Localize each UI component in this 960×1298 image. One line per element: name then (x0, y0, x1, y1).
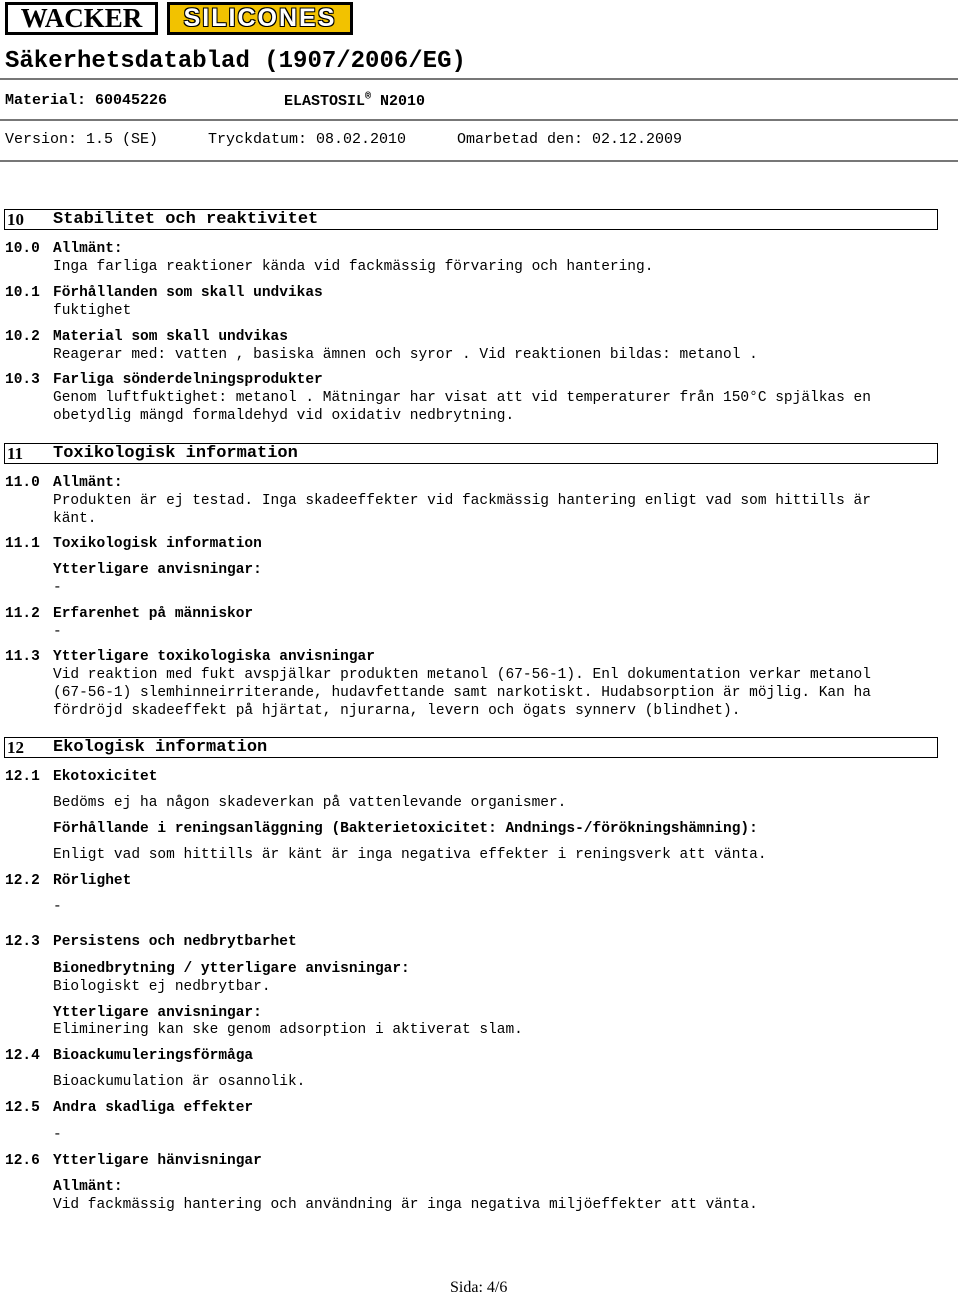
section-10-number: 10 (7, 210, 24, 229)
page-number: Sida: 4/6 (450, 1279, 508, 1296)
subsection-11-3-text-line2: (67-56-1) slemhinneirriterande, hudavfettande samt narkotiskt. Hudabsorption är möjlig. Kan ha (53, 685, 871, 701)
header-divider-1 (0, 78, 958, 80)
subsection-11-0-number: 11.0 (5, 475, 40, 491)
subsection-12-6-text: Vid fackmässig hantering och användning är inga negativa miljöeffekter att vänta. (53, 1197, 758, 1213)
product-code: N2010 (380, 93, 426, 110)
subsection-12-6-title: Ytterligare hänvisningar (53, 1153, 262, 1169)
subsection-12-5-title: Andra skadliga effekter (53, 1100, 254, 1116)
subsection-12-2-number: 12.2 (5, 873, 40, 889)
subsection-12-3-title: Persistens och nedbrytbarhet (53, 934, 297, 950)
subsection-10-1-title: Förhållanden som skall undvikas (53, 285, 323, 301)
subsection-11-3-text-line3: fördröjd skadeeffekt på hjärtat, njurarna, levern och ögats synnerv (blindhet). (53, 703, 741, 719)
subsection-10-2-title: Material som skall undvikas (53, 329, 288, 345)
subsection-11-2-number: 11.2 (5, 606, 40, 622)
subsection-12-1-title: Ekotoxicitet (53, 769, 158, 785)
section-12-title: Ekologisk information (53, 738, 268, 757)
subsection-10-3-text-line1: Genom luftfuktighet: metanol . Mätningar har visat att vid temperaturer från 150°C spjälkas en (53, 390, 871, 406)
subsection-10-0-number: 10.0 (5, 241, 40, 257)
subsection-12-1-subheading: Förhållande i reningsanläggning (Bakterietoxicitet: Andnings-/förökningshämning): (53, 821, 758, 837)
subsection-12-4-text: Bioackumulation är osannolik. (53, 1074, 306, 1090)
material-number: Material: 60045226 (5, 92, 168, 109)
print-date: Tryckdatum: 08.02.2010 (208, 131, 407, 148)
section-10-title: Stabilitet och reaktivitet (53, 210, 319, 229)
subsection-10-0-title: Allmänt: (53, 241, 123, 257)
subsection-12-4-title: Bioackumuleringsförmåga (53, 1048, 254, 1064)
subsection-12-1-text: Bedöms ej ha någon skadeverkan på vattenlevande organismer. (53, 795, 567, 811)
subsection-10-3-text-line2: obetydlig mängd formaldehyd vid oxidativ nedbrytning. (53, 408, 515, 424)
section-11-number: 11 (7, 444, 24, 463)
subsection-12-3-text-1: Biologiskt ej nedbrytbar. (53, 979, 271, 995)
subsection-12-1-number: 12.1 (5, 769, 40, 785)
subsection-11-2-text: - (53, 624, 62, 640)
section-12-number: 12 (7, 738, 24, 757)
subsection-10-3-number: 10.3 (5, 372, 40, 388)
subsection-12-3-subheading-2: Ytterligare anvisningar: (53, 1005, 262, 1021)
subsection-12-6-subheading: Allmänt: (53, 1179, 123, 1195)
subsection-11-2-title: Erfarenhet på människor (53, 606, 254, 622)
subsection-10-1-text: fuktighet (53, 303, 132, 319)
header-divider-3 (0, 160, 958, 162)
registered-mark: ® (365, 92, 372, 103)
silicones-logo: SILICONES (167, 2, 353, 35)
subsection-11-3-title: Ytterligare toxikologiska anvisningar (53, 649, 375, 665)
subsection-11-0-title: Allmänt: (53, 475, 123, 491)
subsection-11-1-subheading: Ytterligare anvisningar: (53, 562, 262, 578)
subsection-12-1-text2: Enligt vad som hittills är känt är inga negativa effekter i reningsverk att vänta. (53, 847, 767, 863)
subsection-12-6-number: 12.6 (5, 1153, 40, 1169)
subsection-11-0-text-line1: Produkten är ej testad. Inga skadeeffekter vid fackmässig hantering enligt vad som hittills är (53, 493, 871, 509)
subsection-12-3-number: 12.3 (5, 934, 40, 950)
subsection-11-0-text-line2: känt. (53, 511, 97, 527)
subsection-11-1-text: - (53, 580, 62, 596)
subsection-10-1-number: 10.1 (5, 285, 40, 301)
subsection-10-3-title: Farliga sönderdelningsprodukter (53, 372, 323, 388)
subsection-12-2-text: - (53, 899, 62, 915)
subsection-12-5-number: 12.5 (5, 1100, 40, 1116)
product-brand: ELASTOSIL (284, 93, 366, 110)
subsection-10-2-number: 10.2 (5, 329, 40, 345)
version-info: Version: 1.5 (SE) (5, 131, 159, 148)
wacker-logo: WACKER (5, 2, 158, 35)
subsection-10-0-text: Inga farliga reaktioner kända vid fackmässig förvaring och hantering. (53, 259, 654, 275)
subsection-12-3-text-2: Eliminering kan ske genom adsorption i aktiverat slam. (53, 1022, 523, 1038)
subsection-11-1-number: 11.1 (5, 536, 40, 552)
subsection-12-3-subheading-1: Bionedbrytning / ytterligare anvisningar: (53, 961, 410, 977)
subsection-12-4-number: 12.4 (5, 1048, 40, 1064)
document-title: Säkerhetsdatablad (1907/2006/EG) (5, 48, 466, 75)
product-name (284, 92, 425, 110)
subsection-10-2-text: Reagerar med: vatten , basiska ämnen och syror . Vid reaktionen bildas: metanol . (53, 347, 758, 363)
subsection-11-1-title: Toxikologisk information (53, 536, 262, 552)
subsection-12-2-title: Rörlighet (53, 873, 132, 889)
revision-date: Omarbetad den: 02.12.2009 (457, 131, 683, 148)
subsection-11-3-number: 11.3 (5, 649, 40, 665)
section-11-title: Toxikologisk information (53, 444, 298, 463)
subsection-11-3-text-line1: Vid reaktion med fukt avspjälkar produkten metanol (67-56-1). Enl dokumentation verkar metanol (53, 667, 871, 683)
subsection-12-5-text: - (53, 1127, 62, 1143)
header-divider-2 (0, 119, 958, 121)
